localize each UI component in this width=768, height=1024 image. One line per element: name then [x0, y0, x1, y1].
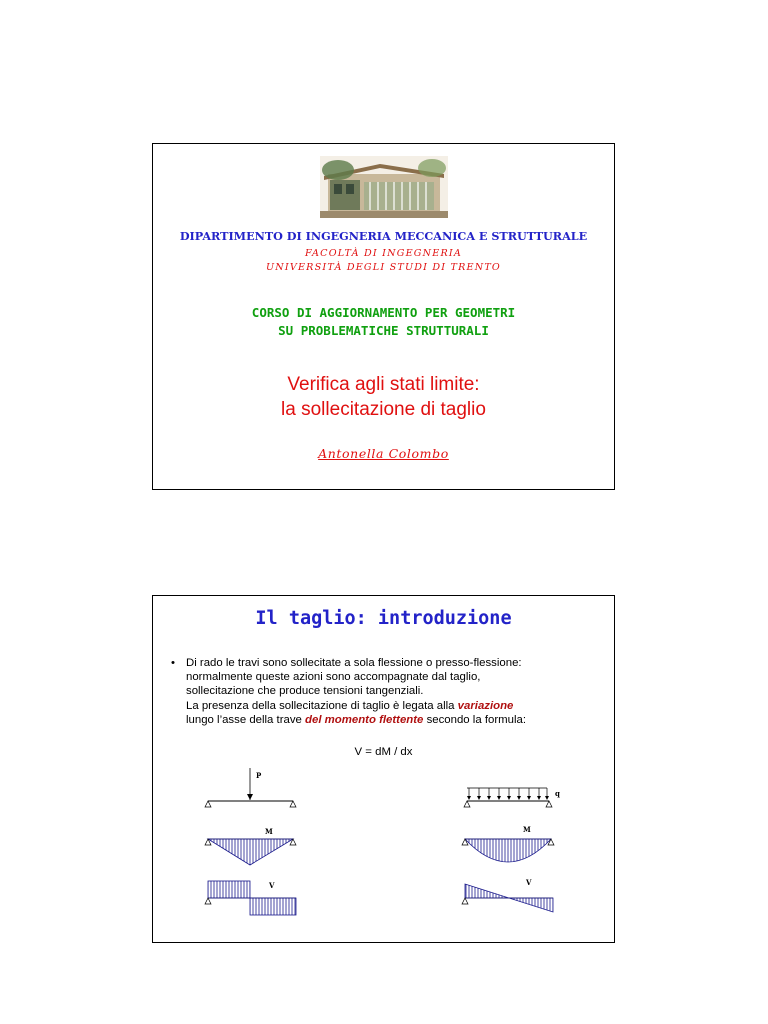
- title-slide: [152, 143, 615, 490]
- label-v-right: V: [526, 878, 532, 887]
- beam-diagrams: [153, 596, 614, 942]
- university-name: UNIVERSITÀ DEGLI STUDI DI TRENTO: [265, 262, 501, 273]
- slide-title: Il taglio: introduzione: [255, 608, 512, 629]
- label-m-right: M: [523, 825, 531, 834]
- body-line-1: Di rado le travi sono sollecitate a sola flessione o presso-flessione:: [186, 657, 522, 669]
- faculty-name: FACOLTÀ DI INGEGNERIA: [305, 248, 462, 259]
- label-q: q: [555, 789, 560, 798]
- distributed-load-moment-diagram: [462, 825, 554, 862]
- course-title-line2: SU PROBLEMATICHE STRUTTURALI: [278, 323, 489, 338]
- point-load-moment-diagram: [205, 827, 296, 865]
- emphasis-momento-flettente: del momento flettente: [305, 713, 424, 726]
- emphasis-variazione: variazione: [457, 699, 514, 712]
- label-m-left: M: [265, 827, 273, 836]
- body-line-2: normalmente queste azioni sono accompagnate dal taglio,: [186, 671, 481, 684]
- distributed-load-shear-diagram: [462, 878, 553, 912]
- point-load-shear-diagram: [205, 881, 296, 915]
- point-load-beam: [205, 768, 296, 807]
- course-title-line1: CORSO DI AGGIORNAMENTO PER GEOMETRI: [251, 305, 516, 320]
- author-name: Antonella Colombo: [318, 446, 449, 461]
- department-name: DIPARTIMENTO DI INGEGNERIA MECCANICA E STRUTTURALE: [179, 229, 588, 243]
- lecture-title-line1: Verifica agli stati limite:: [287, 374, 480, 395]
- distributed-load-beam: [464, 788, 560, 807]
- shear-formula: V = dM / dx: [354, 746, 413, 758]
- label-v-left: V: [269, 881, 275, 890]
- lecture-title-line2: la sollecitazione di taglio: [281, 399, 486, 420]
- body-line-4-text: La presenza della sollecitazione di taglio è legata alla: [186, 699, 458, 712]
- body-line-5-text-a: lungo l’asse della trave: [186, 713, 306, 726]
- label-p: P: [256, 771, 262, 780]
- intro-slide: [152, 595, 615, 943]
- bullet-marker: •: [171, 657, 175, 669]
- building-photo-icon: [320, 156, 448, 218]
- body-line-5-text-b: secondo la formula:: [423, 713, 526, 726]
- body-line-3: sollecitazione che produce tensioni tangenziali.: [186, 685, 424, 698]
